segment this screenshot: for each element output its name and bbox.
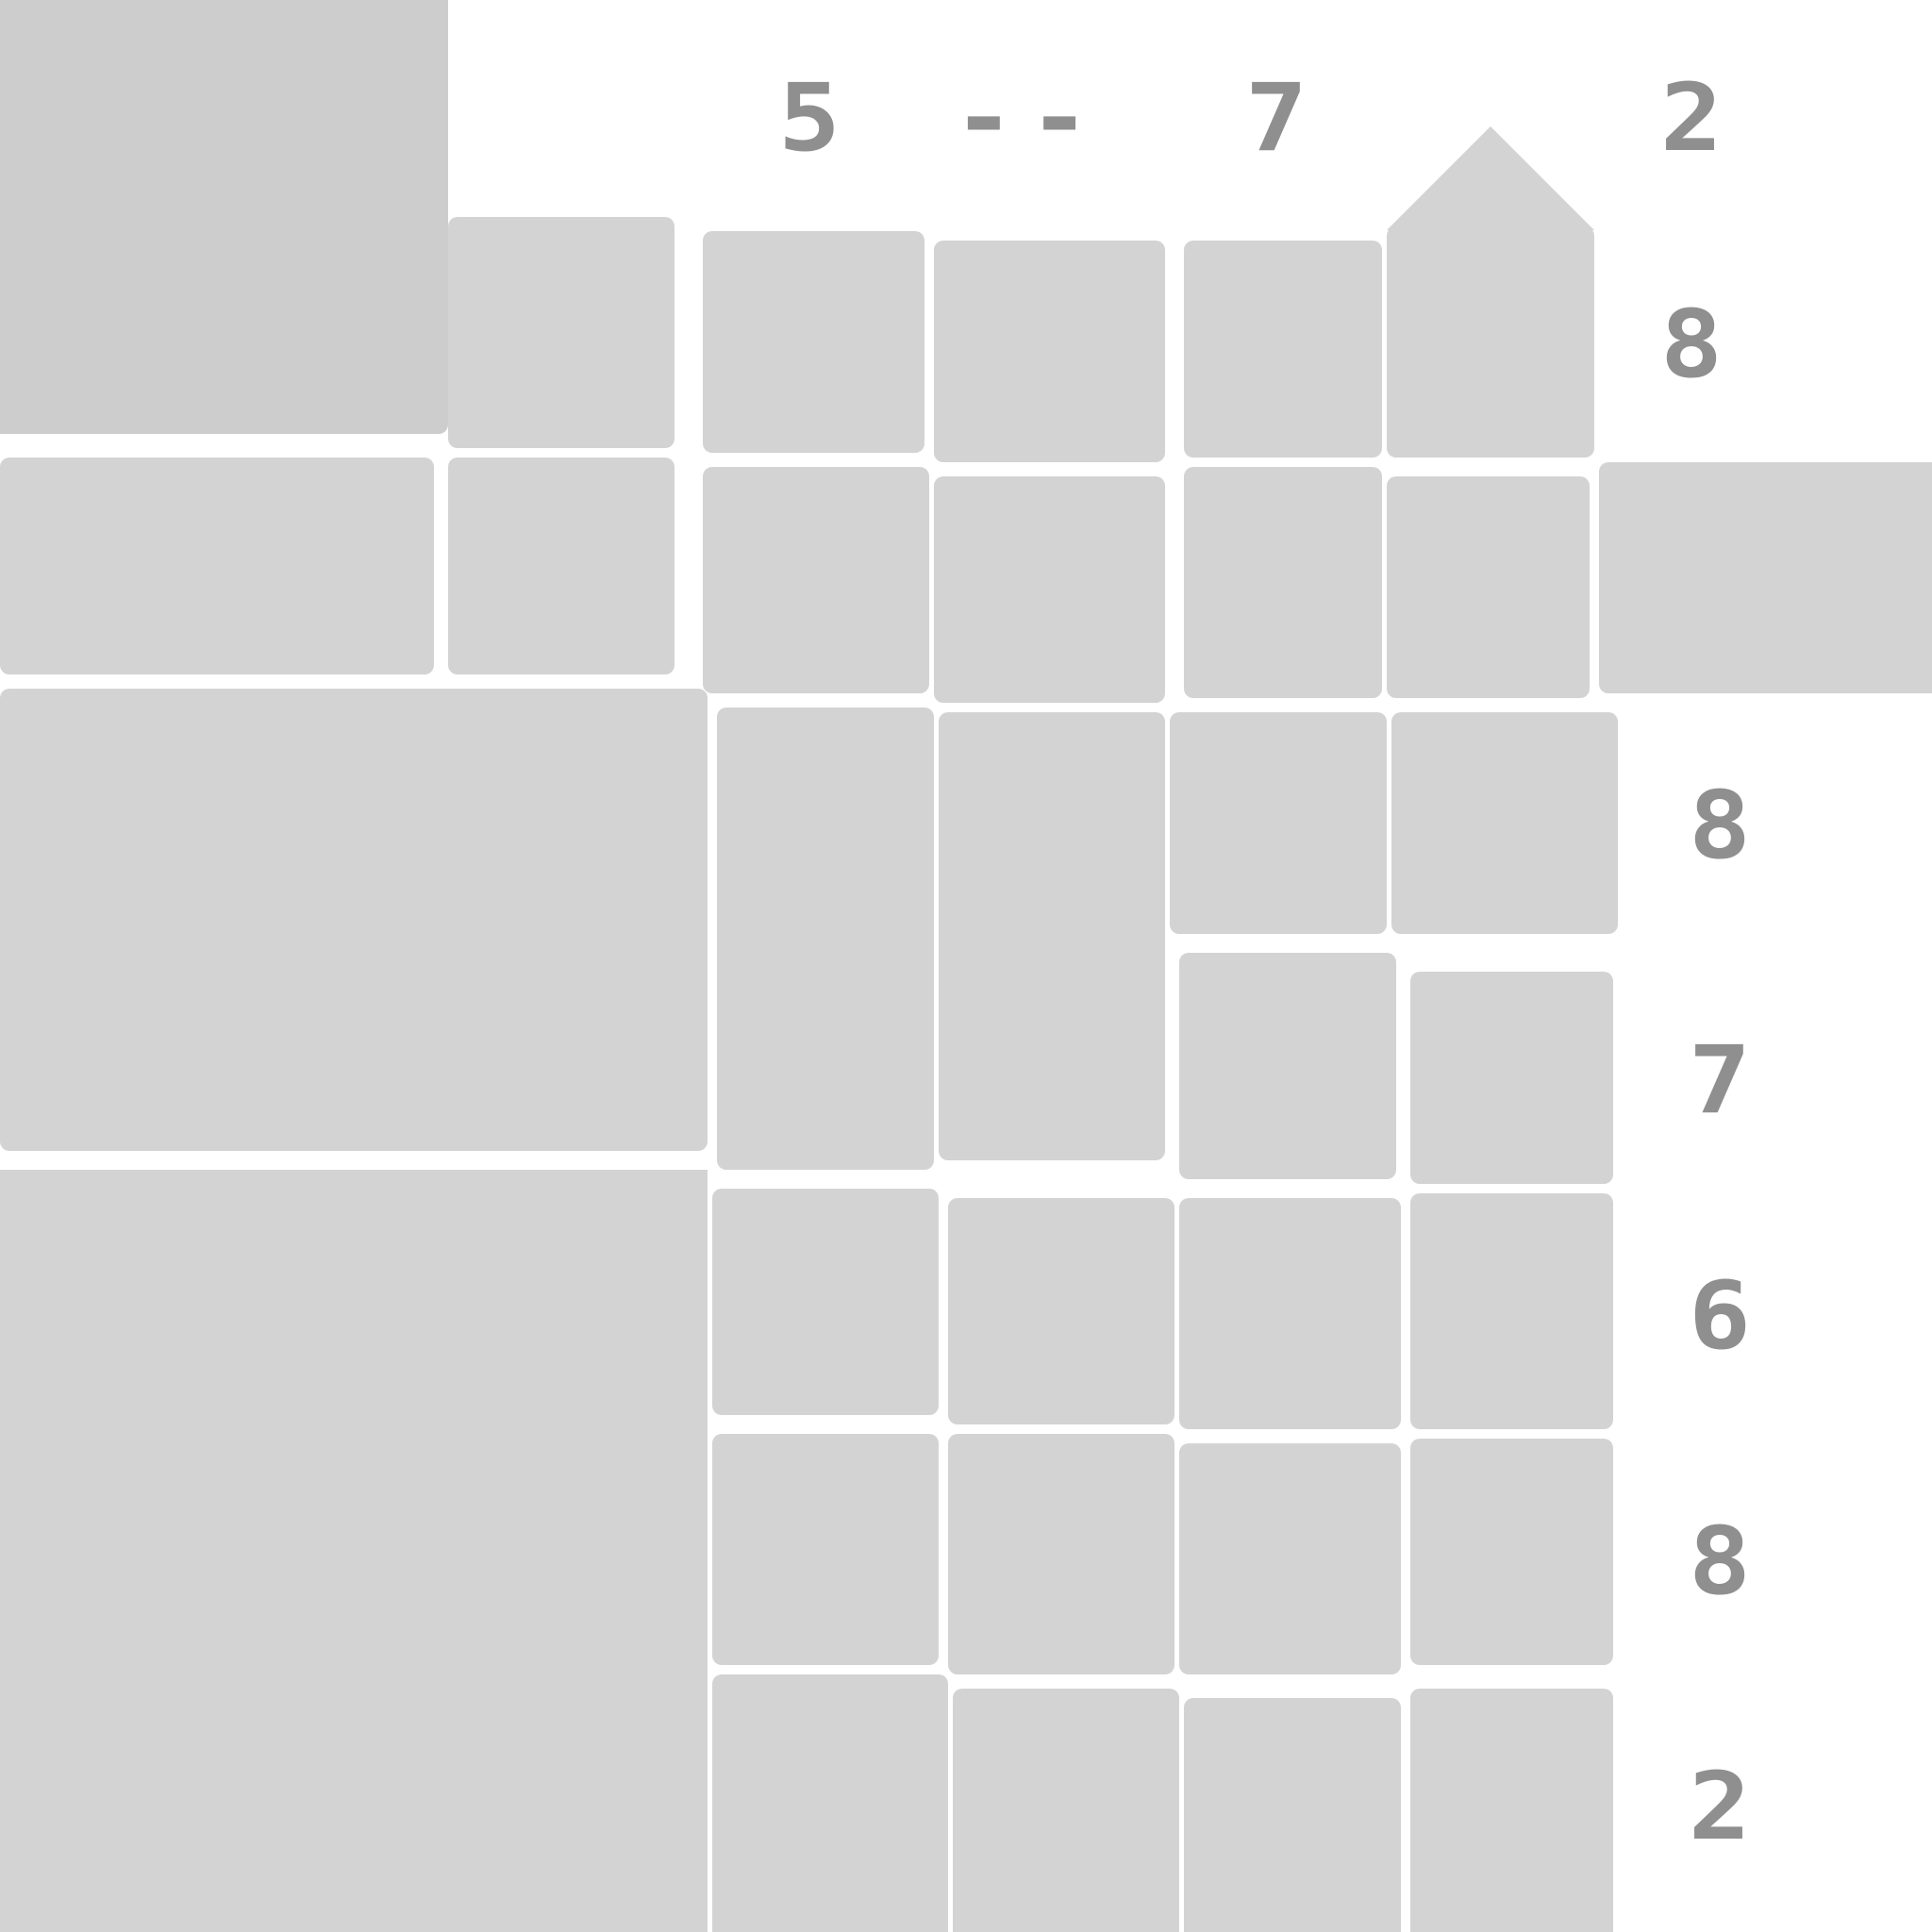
grid-cell[interactable] bbox=[1410, 1439, 1613, 1665]
grid-cell[interactable] bbox=[939, 712, 1165, 1160]
grid-cell[interactable] bbox=[0, 689, 708, 1151]
grid-cell[interactable] bbox=[1599, 462, 1932, 693]
arrow-marker bbox=[1387, 126, 1594, 230]
grid-cell[interactable] bbox=[948, 1434, 1174, 1674]
grid-cell[interactable] bbox=[1387, 226, 1594, 458]
column-clue-2: -- bbox=[952, 63, 1105, 173]
grid-cell[interactable] bbox=[712, 1434, 939, 1665]
grid-cell[interactable] bbox=[1391, 712, 1618, 934]
grid-cell[interactable] bbox=[1179, 953, 1396, 1179]
row-clue-5: 6 bbox=[1688, 1261, 1765, 1371]
grid-cell[interactable] bbox=[448, 217, 675, 448]
grid-cell[interactable] bbox=[1179, 1443, 1401, 1674]
grid-cell[interactable] bbox=[712, 1189, 939, 1415]
grid-cell[interactable] bbox=[1184, 1698, 1401, 1932]
column-clue-3: 7 bbox=[1244, 63, 1322, 173]
row-clue-1: 8 bbox=[1659, 290, 1737, 399]
grid-cell[interactable] bbox=[0, 1170, 708, 1932]
grid-cell[interactable] bbox=[1184, 241, 1382, 458]
grid-cell[interactable] bbox=[448, 458, 675, 675]
grid-cell[interactable] bbox=[703, 467, 929, 693]
grid-cell[interactable] bbox=[1410, 1689, 1613, 1932]
grid-cell[interactable] bbox=[1410, 972, 1613, 1184]
grid-cell[interactable] bbox=[1170, 712, 1387, 934]
grid-cell[interactable] bbox=[0, 458, 434, 675]
grid-cell[interactable] bbox=[953, 1689, 1179, 1932]
grid-cell[interactable] bbox=[1184, 467, 1382, 698]
grid-cell[interactable] bbox=[934, 476, 1165, 703]
grid-cell[interactable] bbox=[712, 1674, 948, 1932]
grid-cell[interactable] bbox=[703, 231, 924, 453]
grid-cell[interactable] bbox=[948, 1198, 1174, 1424]
grid-cell[interactable] bbox=[1387, 476, 1590, 698]
row-clue-3: 8 bbox=[1688, 771, 1765, 880]
grid-cell[interactable] bbox=[0, 0, 448, 434]
row-clue-4: 7 bbox=[1688, 1025, 1765, 1135]
column-clue-1: 5 bbox=[777, 63, 855, 173]
column-clue-4: 2 bbox=[1659, 63, 1737, 173]
grid-cell[interactable] bbox=[1410, 1193, 1613, 1429]
row-clue-6: 8 bbox=[1688, 1507, 1765, 1616]
grid-cell[interactable] bbox=[934, 241, 1165, 462]
grid-cell[interactable] bbox=[1179, 1198, 1401, 1429]
grid-cell[interactable] bbox=[717, 708, 934, 1170]
row-clue-7: 2 bbox=[1688, 1752, 1765, 1861]
